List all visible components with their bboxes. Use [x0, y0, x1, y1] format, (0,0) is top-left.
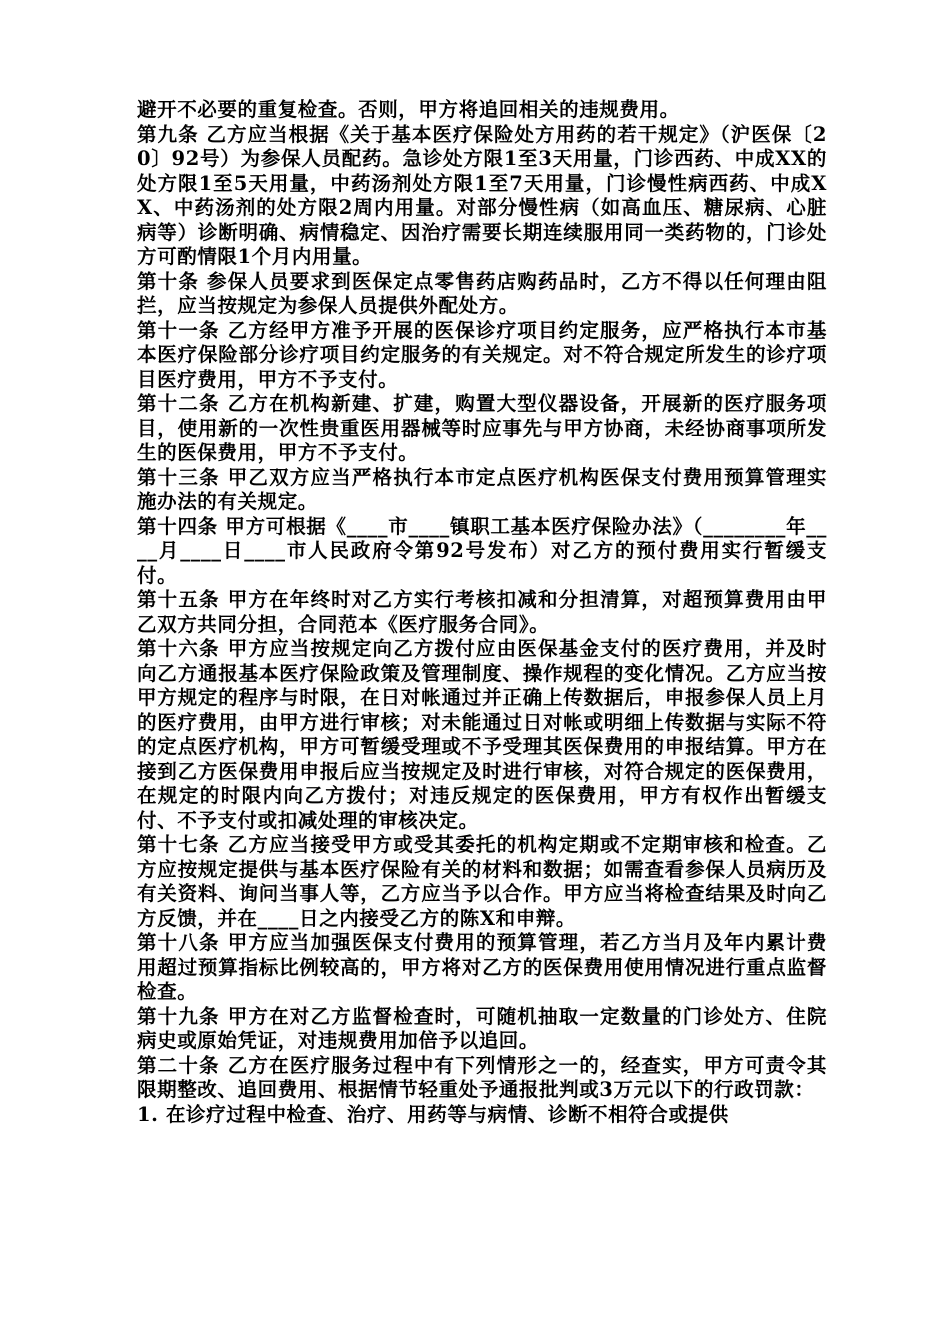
- article-18: 第十八条 甲方应当加强医保支付费用的预算管理，若乙方当月及年内累计费用超过预算指标比例较高的，甲方将对乙方的医保费用使用情况进行重点监督检查。: [137, 931, 827, 1003]
- article-9: 第九条 乙方应当根据《关于基本医疗保险处方用药的若干规定》（沪医保〔20〕92号）为参保人员配药。急诊处方限1至3天用量，门诊西药、中成XX的处方限1至5天用量，中药汤剂处方限1至7天用量，门诊慢性病西药、中成XX、中药汤剂的处方限2周内用量。对部分慢性病（如高血压、糖尿病、心脏病等）诊断明确、病情稳定、因治疗需要长期连续服用同一类药物的，门诊处方可酌情限1个月内用量。: [137, 122, 827, 268]
- article-11: 第十一条 乙方经甲方准予开展的医保诊疗项目约定服务，应严格执行本市基本医疗保险部分诊疗项目约定服务的有关规定。对不符合规定所发生的诊疗项目医疗费用，甲方不予支付。: [137, 318, 827, 391]
- article-14: 第十四条 甲方可根据《____市____镇职工基本医疗保险办法》（________年____月____日____市人民政府令第92号发布）对乙方的预付费用实行暂缓支付。: [137, 514, 827, 587]
- article-10: 第十条 参保人员要求到医保定点零售药店购药品时，乙方不得以任何理由阻拦，应当按规定为参保人员提供外配处方。: [137, 269, 827, 317]
- article-19: 第十九条 甲方在对乙方监督检查时，可随机抽取一定数量的门诊处方、住院病史或原始凭证，对违规费用加倍予以追回。: [137, 1004, 827, 1052]
- article-17: 第十七条 乙方应当接受甲方或受其委托的机构定期或不定期审核和检查。乙方应按规定提供与基本医疗保险有关的材料和数据；如需查看参保人员病历及有关资料、询问当事人等，乙方应当予以合作。甲方应当将检查结果及时向乙方反馈，并在____日之内接受乙方的陈X和申辩。: [137, 833, 827, 930]
- article-20: 第二十条 乙方在医疗服务过程中有下列情形之一的，经查实，甲方可责令其限期整改、追回费用、根据情节轻重处予通报批判或3万元以下的行政罚款：: [137, 1053, 827, 1101]
- article-13: 第十三条 甲乙双方应当严格执行本市定点医疗机构医保支付费用预算管理实施办法的有关规定。: [137, 465, 827, 513]
- article-16: 第十六条 甲方应当按规定向乙方拨付应由医保基金支付的医疗费用，并及时向乙方通报基本医疗保险政策及管理制度、操作规程的变化情况。乙方应当按甲方规定的程序与时限，在日对帐通过并正确上传数据后，申报参保人员上月的医疗费用，由甲方进行审核；对未能通过日对帐或明细上传数据与实际不符的定点医疗机构，甲方可暂缓受理或不予受理其医保费用的申报结算。甲方在接到乙方医保费用申报后应当按规定及时进行审核，对符合规定的医保费用，在规定的时限内向乙方拨付；对违反规定的医保费用，甲方有权作出暂缓支付、不予支付或扣减处理的审核决定。: [137, 637, 827, 832]
- article-15: 第十五条 甲方在年终时对乙方实行考核扣减和分担清算，对超预算费用由甲乙双方共同分担，合同范本《医疗服务合同》。: [137, 588, 827, 636]
- paragraph-continuation: 避开不必要的重复检查。否则，甲方将追回相关的违规费用。: [137, 98, 680, 121]
- list-item-1: 1. 在诊疗过程中检查、治疗、用药等与病情、诊断不相符合或提供: [137, 1102, 729, 1126]
- document-page: [137, 98, 827, 1127]
- article-12: 第十二条 乙方在机构新建、扩建，购置大型仪器设备，开展新的医疗服务项目，使用新的一次性贵重医用器械等时应事先与甲方协商，未经协商事项所发生的医保费用，甲方不予支付。: [137, 392, 827, 464]
